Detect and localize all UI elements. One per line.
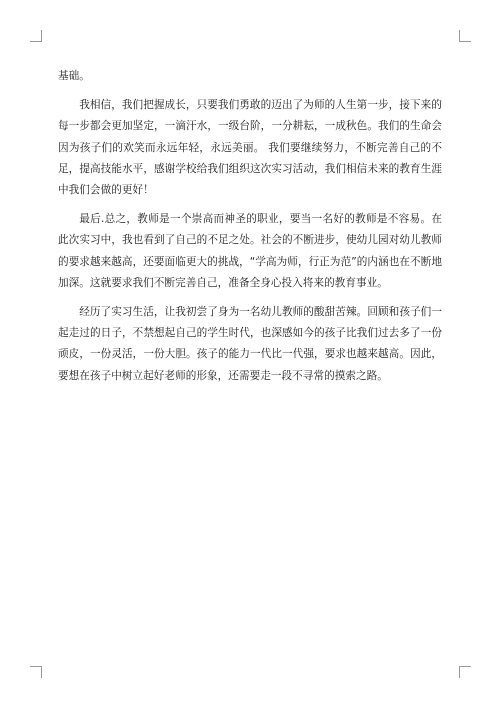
- crop-mark-bottom-right: [459, 666, 471, 678]
- paragraph-continuation: 基础。: [58, 70, 90, 82]
- paragraph-experience: 经历了实习生活，让我初尝了身为一名幼儿教师的酸甜苦辣。回顾和孩子们一起走过的日子，不禁想起自己的学生时代，也深感如今的孩子比我们过去多了一份顽皮，一份灵活，一份大胆。孩子的能力一代比一代强，要求也越来越高。因此，要想在孩子中树立起好老师的形象，还需要走一段不寻常的摸索之路。: [58, 306, 442, 382]
- paragraph-belief: 我相信，我们把握成长，只要我们勇敢的迈出了为师的人生第一步，接下来的每一步都会更加坚定，一滴汗水，一级台阶，一分耕耘，一成秋色。我们的生命会因为孩子们的欢笑而永远年轻，永远美丽。 我们要继续努力，不断完善自己的不足，提高技能水平，感谢学校给我们组织这次实习活动，我们相信未来的教育生涯中我们会做的更好！: [58, 99, 442, 197]
- crop-mark-top-left: [30, 30, 42, 42]
- paragraph-conclusion: 最后.总之，教师是一个崇高而神圣的职业，要当一名好的教师是不容易。在此次实习中，我也看到了自己的不足之处。社会的不断进步，使幼儿园对幼儿教师的要求越来越高，还要面临更大的挑战，“学高为师，行正为范”的内涵也在不断地加深。这就要求我们不断完善自己，准备全身心投入将来的教育事业。: [58, 213, 442, 289]
- document-body: [58, 66, 442, 395]
- crop-mark-top-right: [459, 30, 471, 42]
- crop-mark-bottom-left: [30, 666, 42, 678]
